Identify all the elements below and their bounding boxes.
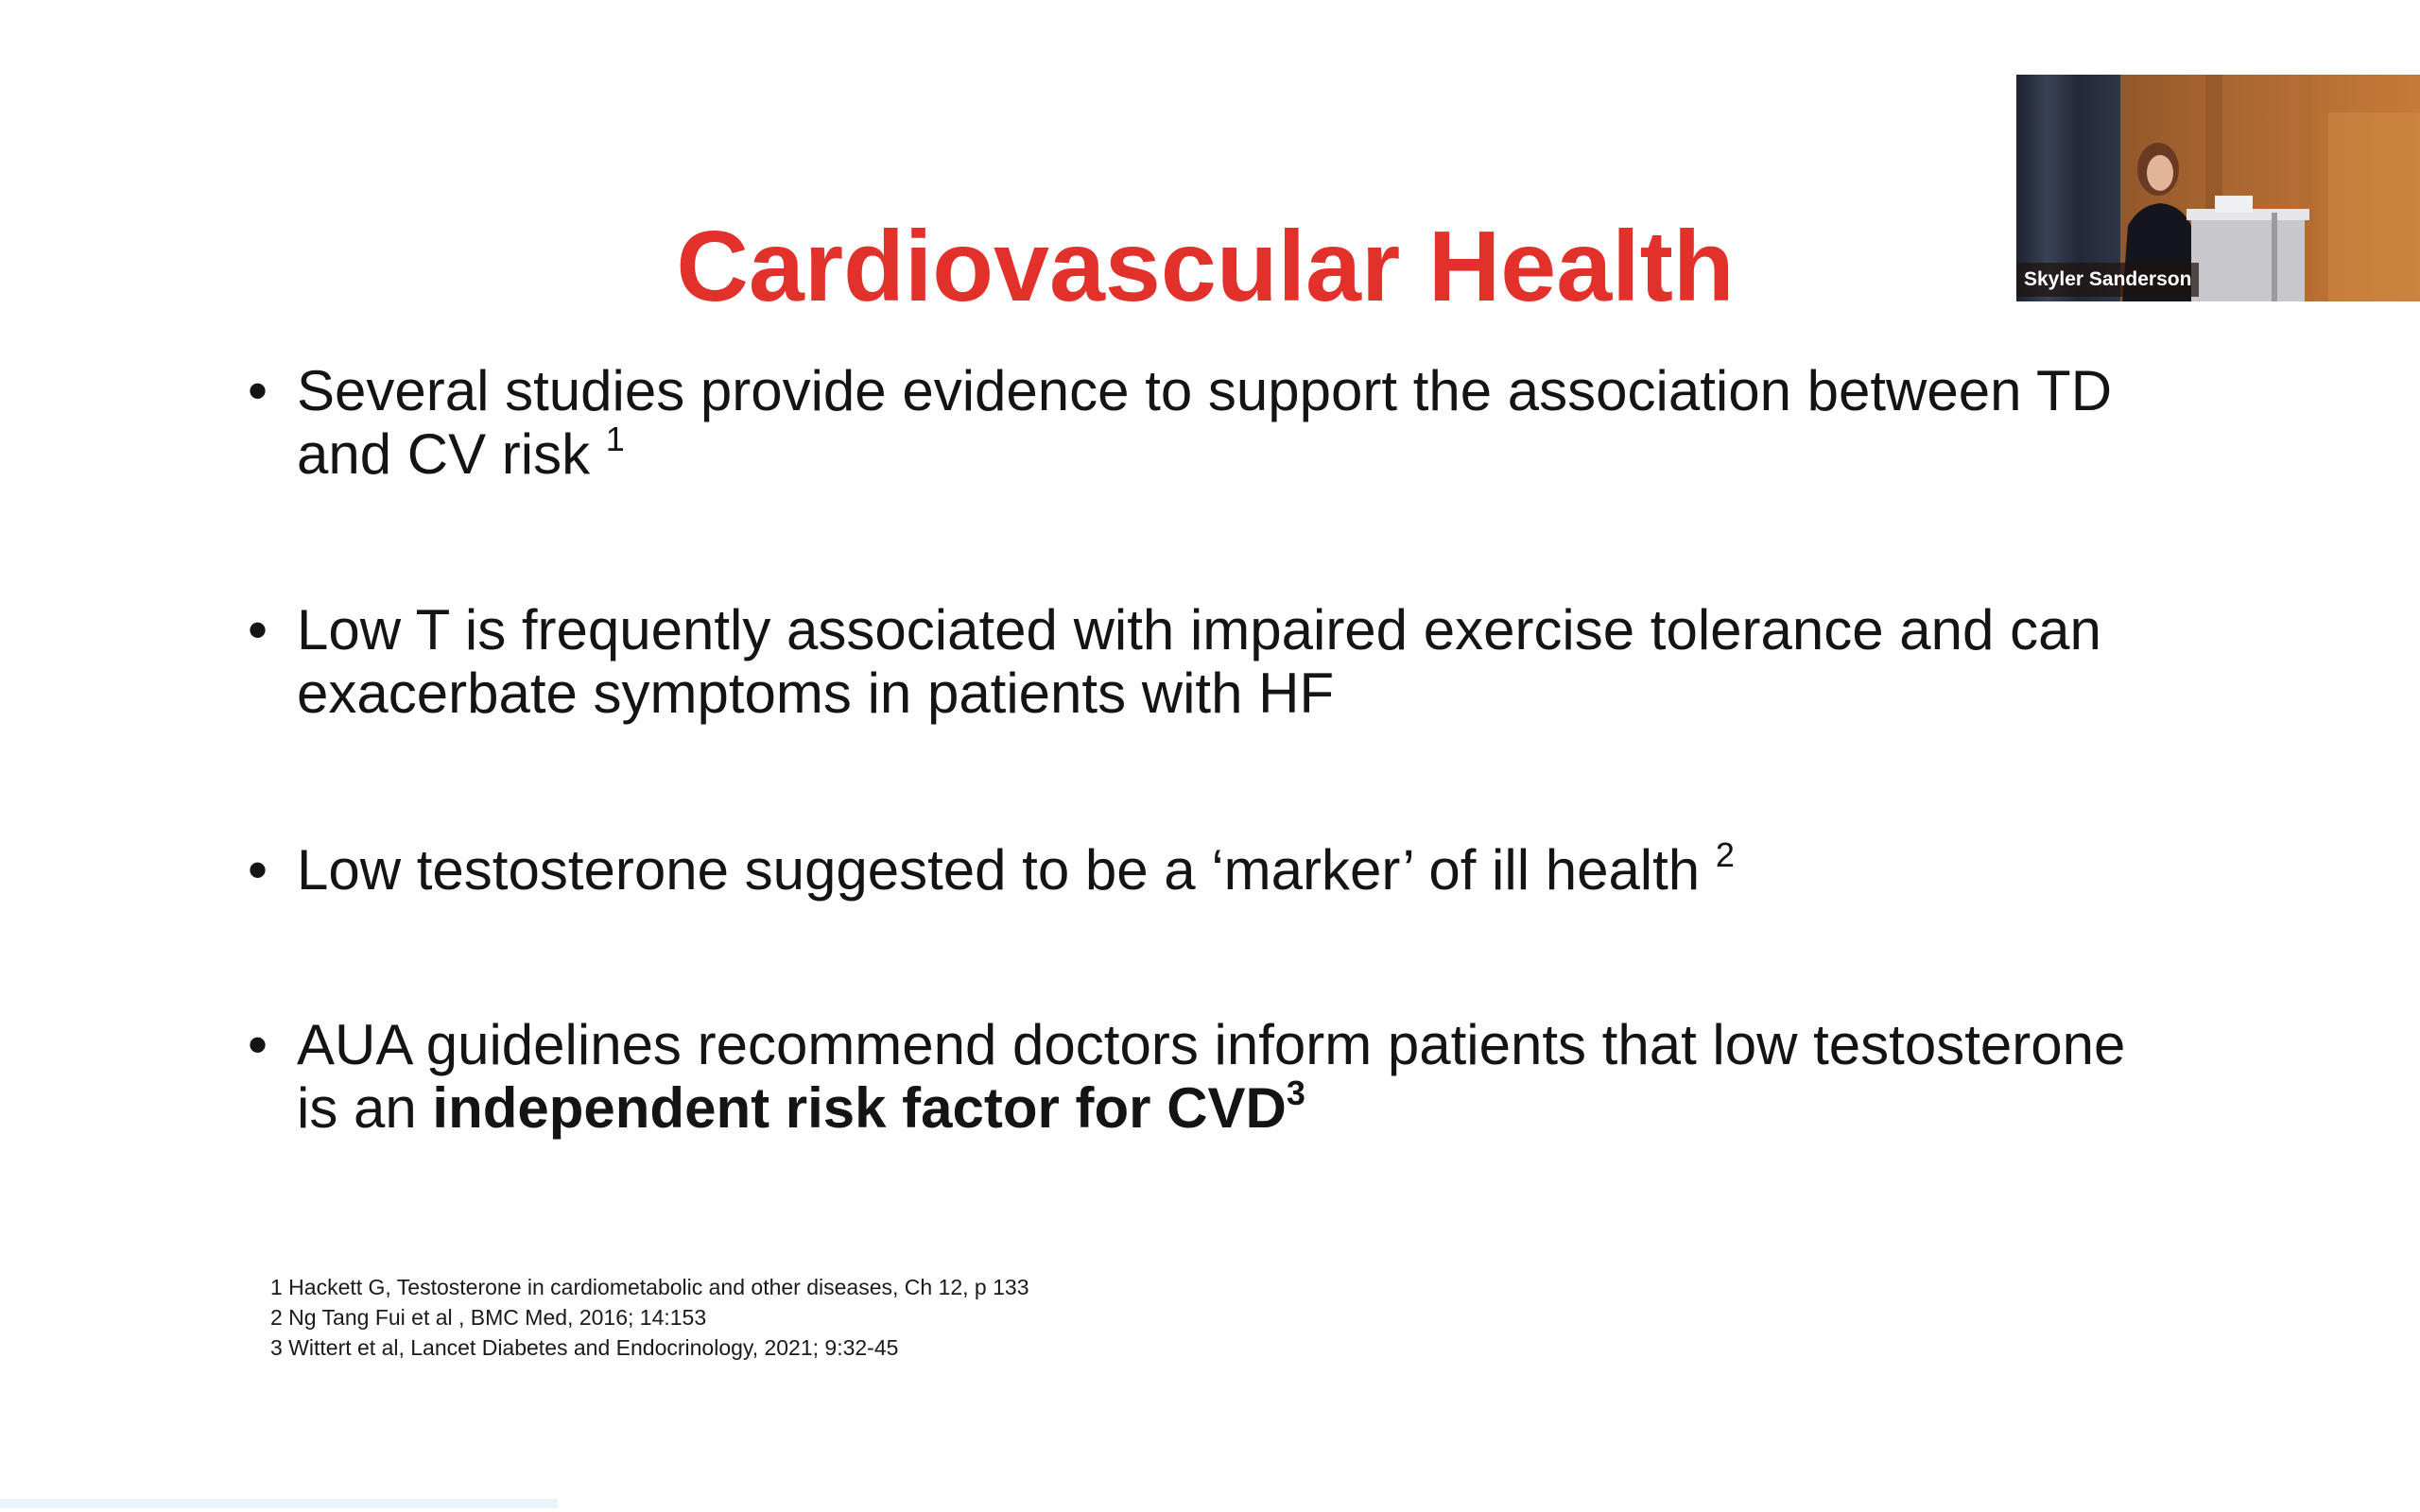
bullet-text [297, 835, 2150, 902]
bullet-text-body: Low testosterone suggested to be a ‘marker’ of ill health [297, 838, 1701, 902]
citation-superscript: 3 [1286, 1074, 1305, 1112]
bullet-text-body: Low T is frequently associated with impaired exercise tolerance and can exacerbate symptoms in patients with HF [297, 598, 2101, 725]
bottom-edge-accent [0, 1499, 558, 1508]
bullet-glyph: • [248, 359, 268, 422]
reference-line: 1 Hackett G, Testosterone in cardiometabolic and other diseases, Ch 12, p 133 [270, 1275, 1029, 1299]
citation-superscript: 1 [605, 420, 625, 458]
bullet-glyph: • [248, 1013, 268, 1076]
bullet-text [297, 598, 2150, 725]
participant-name-label: Skyler Sanderson [2016, 263, 2199, 297]
bullet-text-emphasis: independent risk factor for CVD [432, 1076, 1287, 1140]
citation-superscript: 2 [1715, 835, 1735, 874]
bullet-glyph: • [248, 838, 268, 902]
bullet-text-body: AUA guidelines recommend doctors inform patients that low testosterone is an [297, 1013, 2126, 1140]
reference-list [270, 1272, 1594, 1363]
reference-line: 2 Ng Tang Fui et al , BMC Med, 2016; 14:153 [270, 1305, 707, 1330]
bullet-text [297, 359, 2150, 486]
bullet-glyph: • [248, 598, 268, 662]
slide-title: Cardiovascular Health [676, 211, 1735, 322]
reference-line: 3 Wittert et al, Lancet Diabetes and Endocrinology, 2021; 9:32-45 [270, 1335, 899, 1360]
bullet-text [297, 1013, 2150, 1140]
bullet-text-body: Several studies provide evidence to support the association between TD and CV risk [297, 359, 2113, 486]
